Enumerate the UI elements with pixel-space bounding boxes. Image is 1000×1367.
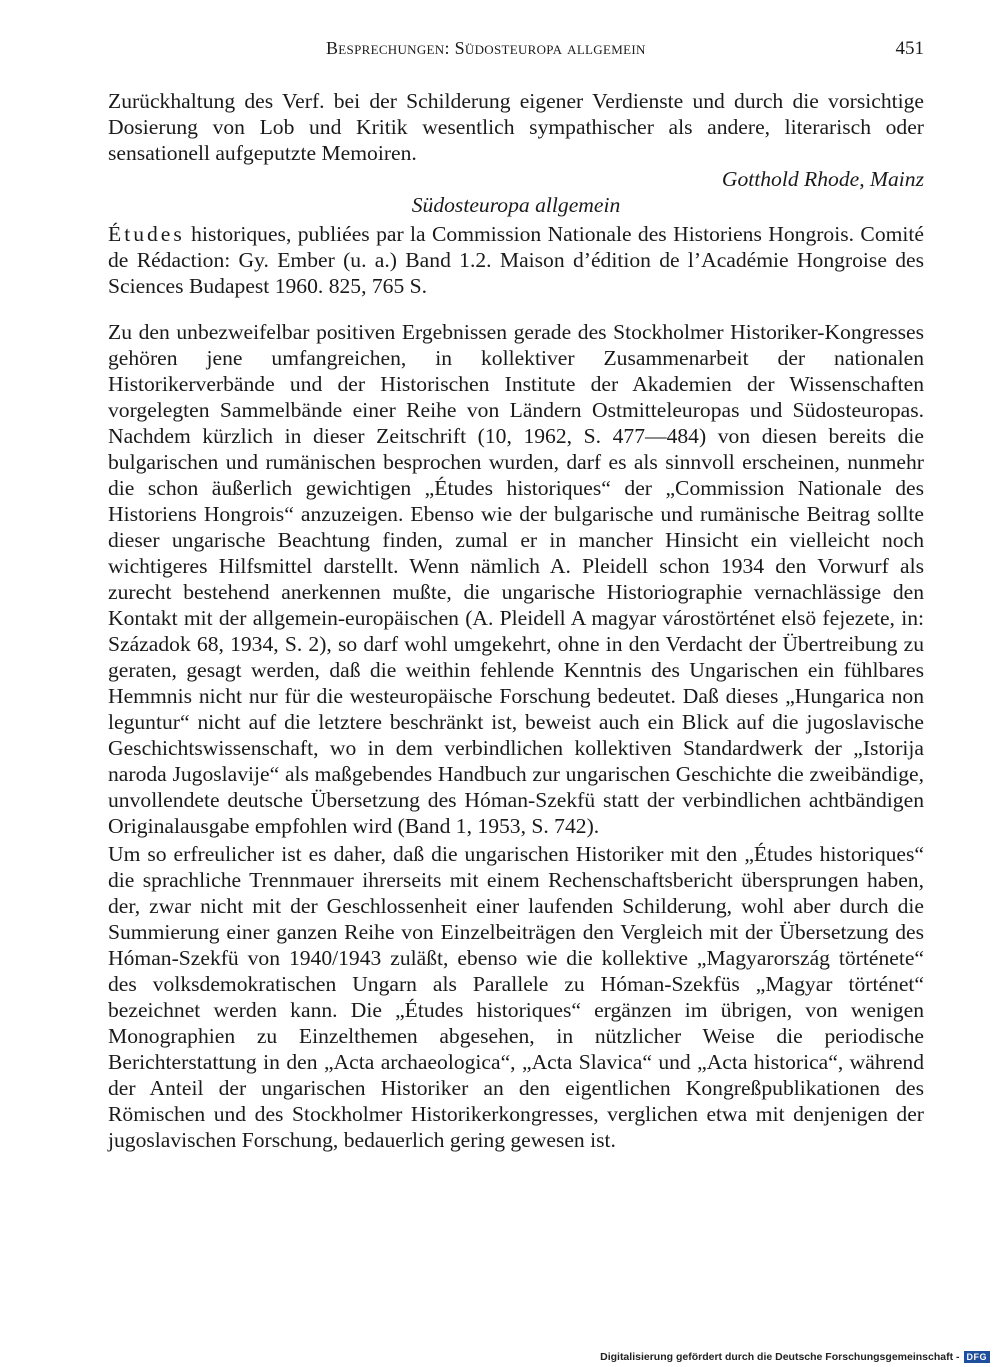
body-paragraph-1: Zu den unbezweifelbar positiven Ergebnissen gerade des Stockholmer Historiker-Kongresses gehören jene umfangreichen, in kollektiver Zusammenarbeit der nationalen Historikerverbände und der Historischen Institute der Akademien der Wissenschaften vorgelegten Sammelbände einer Reihe von Ländern Ostmitteleuropas und Südosteuropas. Nachdem kürzlich in dieser Zeitschrift (10, 1962, S. 477—484) von diesen bereits die bulgarischen und rumänischen besprochen wurden, darf es als sinnvoll erscheinen, nunmehr die schon äußerlich gewichtigen „Études historiques“ der „Commission Nationale des Historiens Hongrois“ anzuzeigen. Ebenso wie der bulgarische und rumänische Beitrag sollte dieser ungarische Beachtung finden, zumal er in mancher Hinsicht ein vielleicht noch wichtigeres Hilfsmittel darstellt. Wenn nämlich A. Pleidell schon 1934 den Vorwurf als zurecht bestehend anerkennen mußte, die ungarische Historiographie vernachlässige den Kontakt mit der allgemein-europäischen (A. Pleidell A magyar várostörténet elsö fejezete, in: Századok 68, 1934, S. 2), so darf wohl umgekehrt, ohne in den Verdacht der Übertreibung zu geraten, gesagt werden, daß die weithin fehlende Kenntnis des Ungarischen ein fühlbares Hemmnis nicht nur für die westeuropäische Forschung bedeutet. Daß dieses „Hungarica non leguntur“ nicht auf die letztere beschränkt ist, beweist auch ein Blick auf die jugoslavische Geschichtswissenschaft, wo in dem verbindlichen kollektiven Standardwerk der „Istorija naroda Jugoslavije“ als maßgebendes Handbuch zur ungarischen Geschichte die zweibändige, unvollendete deutsche Übersetzung des Hóman-Szekfü statt der verbindlichen achtbändigen Originalausgabe empfohlen wird (Band 1, 1953, S. 742). [108,320,924,838]
dfg-logo-icon: DFG [964,1351,991,1363]
bibliography-details: historiques, publiées par la Commission Nationale des Historiens Hongrois. Comité de Rédaction: Gy. Ember (u. a.) Band 1.2. Maison d’édition de l’Académie Hongroise des Sciences Budapest 1960. 825, 765 S. [108,222,924,298]
digitization-footer [600,1351,990,1363]
bibliography-title-word: Études [108,222,185,246]
body-paragraph-2: Um so erfreulicher ist es daher, daß die ungarischen Historiker mit den „Études historiques“ die sprachliche Trennmauer ihrerseits mit einem Rechenschaftsbericht übersprungen haben, der, zwar nicht mit der Geschlossenheit einer laufenden Schilderung, wohl aber durch die Summierung einer ganzen Reihe von Einzelbeiträgen den Vergleich mit der Übersetzung des Hóman-Szekfü von 1940/1943 zuläßt, ebenso wie die kollektive „Magyarország története“ des volksdemokratischen Ungarn als Parallele zu Hóman-Szekfüs „Magyar történet“ bezeichnet werden kann. Die „Études historiques“ ergänzen im übrigen, von wenigen Monographien zu Einzelthemen abgesehen, in nützlicher Weise die periodische Berichterstattung in den „Acta archaeologica“, „Acta Slavica“ und „Acta historica“, während der Anteil der ungarischen Historiker an den eigentlichen Kongreßpublikationen des Römischen und des Stockholmer Historikerkongresses, verglichen etwa mit denjenigen der jugoslavischen Forschung, bedauerlich gering gewesen ist. [108,842,924,1152]
text-column [108,88,924,1153]
review-signature: Gotthold Rhode, Mainz [721,167,924,191]
page-header [108,38,924,68]
section-title: Südosteuropa allgemein [411,193,621,217]
page-number: 451 [895,38,924,59]
opening-paragraph: Zurückhaltung des Verf. bei der Schilderung eigener Verdienste und durch die vorsichtige Dosierung von Lob und Kritik wesentlich sympathischer als andere, literarisch oder sensationell aufgeputzte Memoiren. [108,89,924,165]
bibliographic-entry [108,221,924,299]
running-head: Besprechungen: Südosteuropa allgemein [326,38,646,58]
footer-text: Digitalisierung gefördert durch die Deutsche Forschungsgemeinschaft - [600,1351,960,1363]
